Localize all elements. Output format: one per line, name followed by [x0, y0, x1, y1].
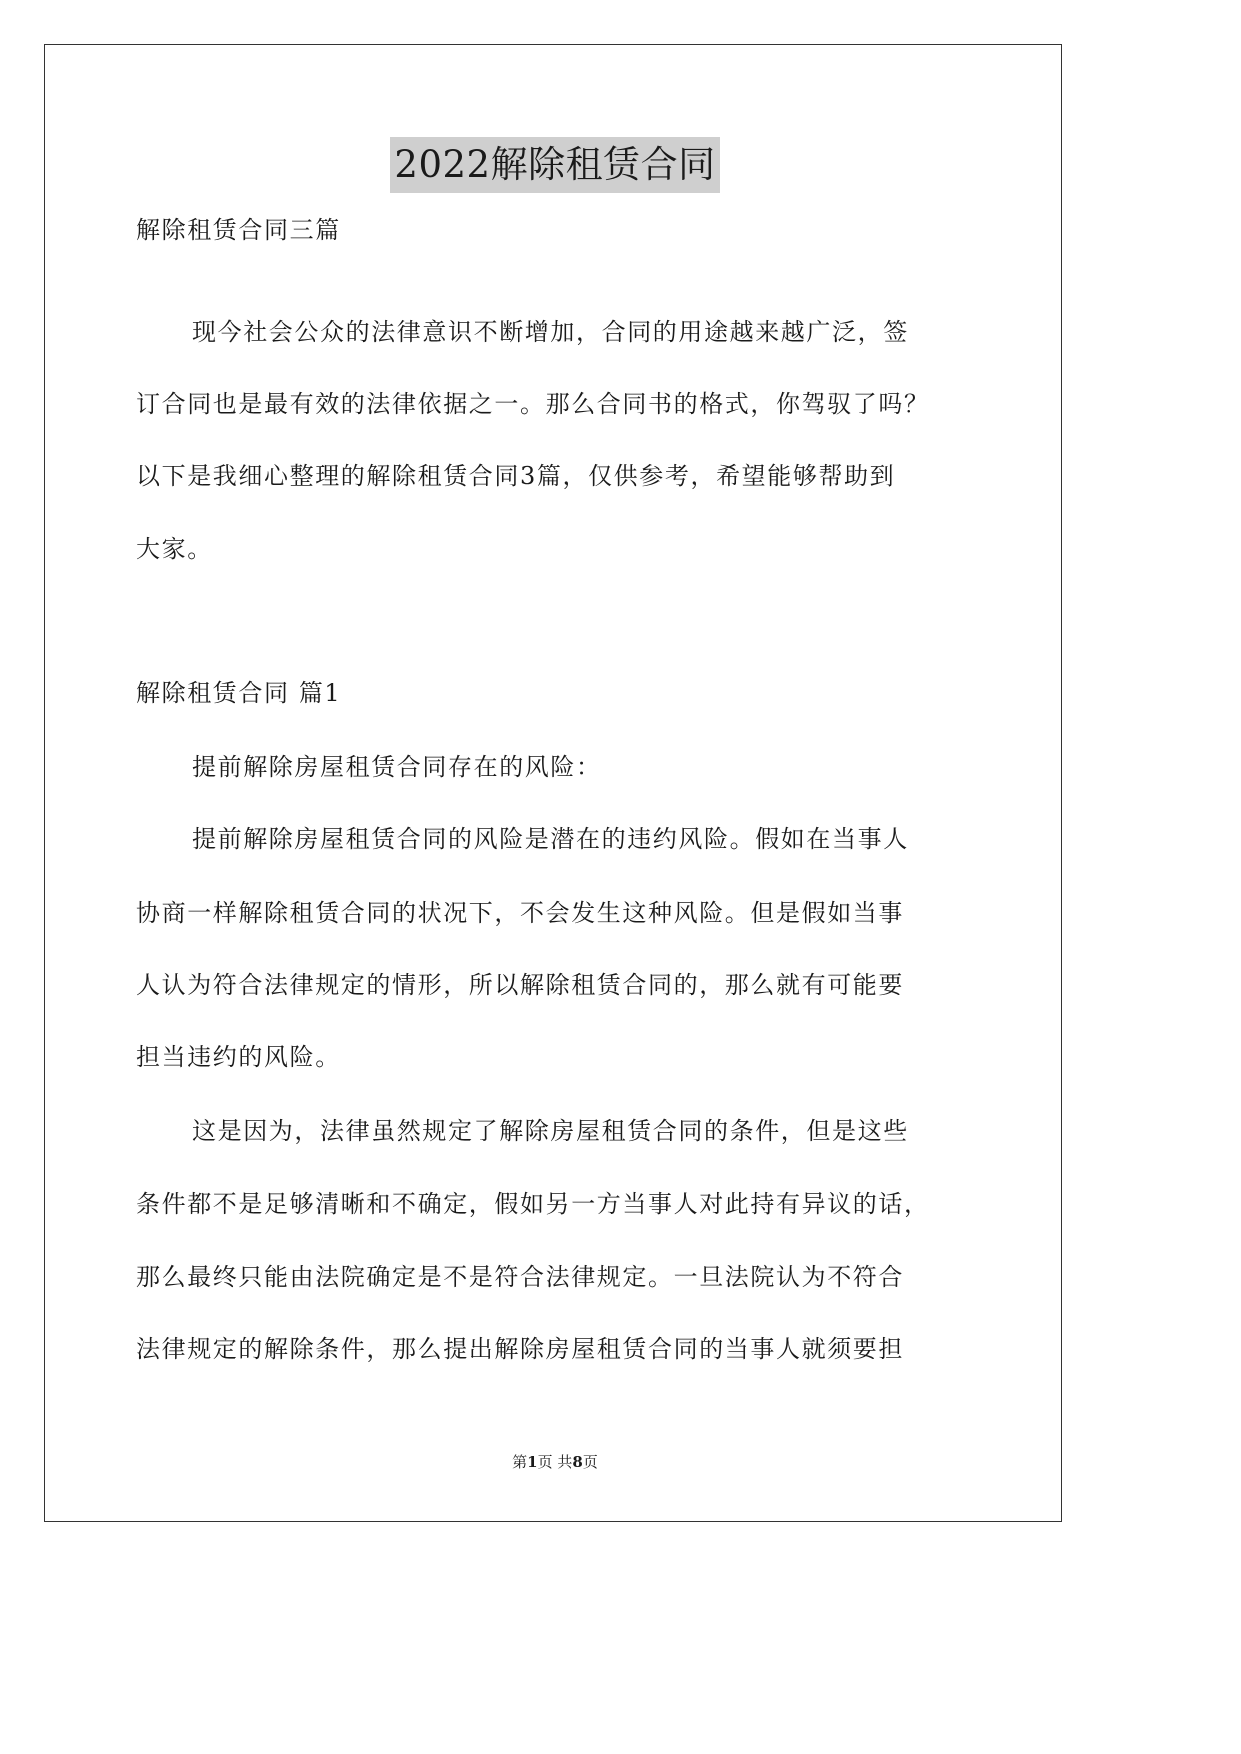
page-total: 8: [572, 1453, 583, 1471]
intro-line: 大家。: [136, 535, 213, 563]
section-heading: 解除租赁合同 篇1: [136, 679, 342, 707]
page-border: [44, 44, 1062, 1522]
intro-line: 订合同也是最有效的法律依据之一。那么合同书的格式，你驾驭了吗？: [136, 390, 930, 418]
page-suffix: 页: [582, 1453, 598, 1471]
intro-line: 以下是我细心整理的解除租赁合同3篇，仅供参考，希望能够帮助到: [136, 462, 896, 490]
page-mid: 页 共: [537, 1453, 573, 1471]
document-title: 2022解除租赁合同: [390, 137, 719, 193]
page-footer: [0, 1452, 1110, 1472]
document-subtitle: 解除租赁合同三篇: [136, 216, 341, 244]
paragraph-line: 协商一样解除租赁合同的状况下，不会发生这种风险。但是假如当事: [136, 899, 904, 927]
paragraph-line: 那么最终只能由法院确定是不是符合法律规定。一旦法院认为不符合: [136, 1263, 904, 1291]
title-container: [0, 137, 1110, 193]
paragraph-line: 人认为符合法律规定的情形，所以解除租赁合同的，那么就有可能要: [136, 971, 904, 999]
paragraph-line: 法律规定的解除条件，那么提出解除房屋租赁合同的当事人就须要担: [136, 1335, 904, 1363]
paragraph-line: 担当违约的风险。: [136, 1043, 341, 1071]
paragraph-line: 提前解除房屋租赁合同的风险是潜在的违约风险。假如在当事人: [192, 825, 909, 853]
paragraph-line: 提前解除房屋租赁合同存在的风险：: [192, 753, 602, 781]
paragraph-line: 这是因为，法律虽然规定了解除房屋租赁合同的条件，但是这些: [192, 1117, 909, 1145]
intro-line: 现今社会公众的法律意识不断增加，合同的用途越来越广泛，签: [192, 318, 909, 346]
paragraph-line: 条件都不是足够清晰和不确定，假如另一方当事人对此持有异议的话，: [136, 1190, 930, 1218]
page-prefix: 第: [512, 1453, 528, 1471]
page-current: 1: [527, 1453, 538, 1471]
